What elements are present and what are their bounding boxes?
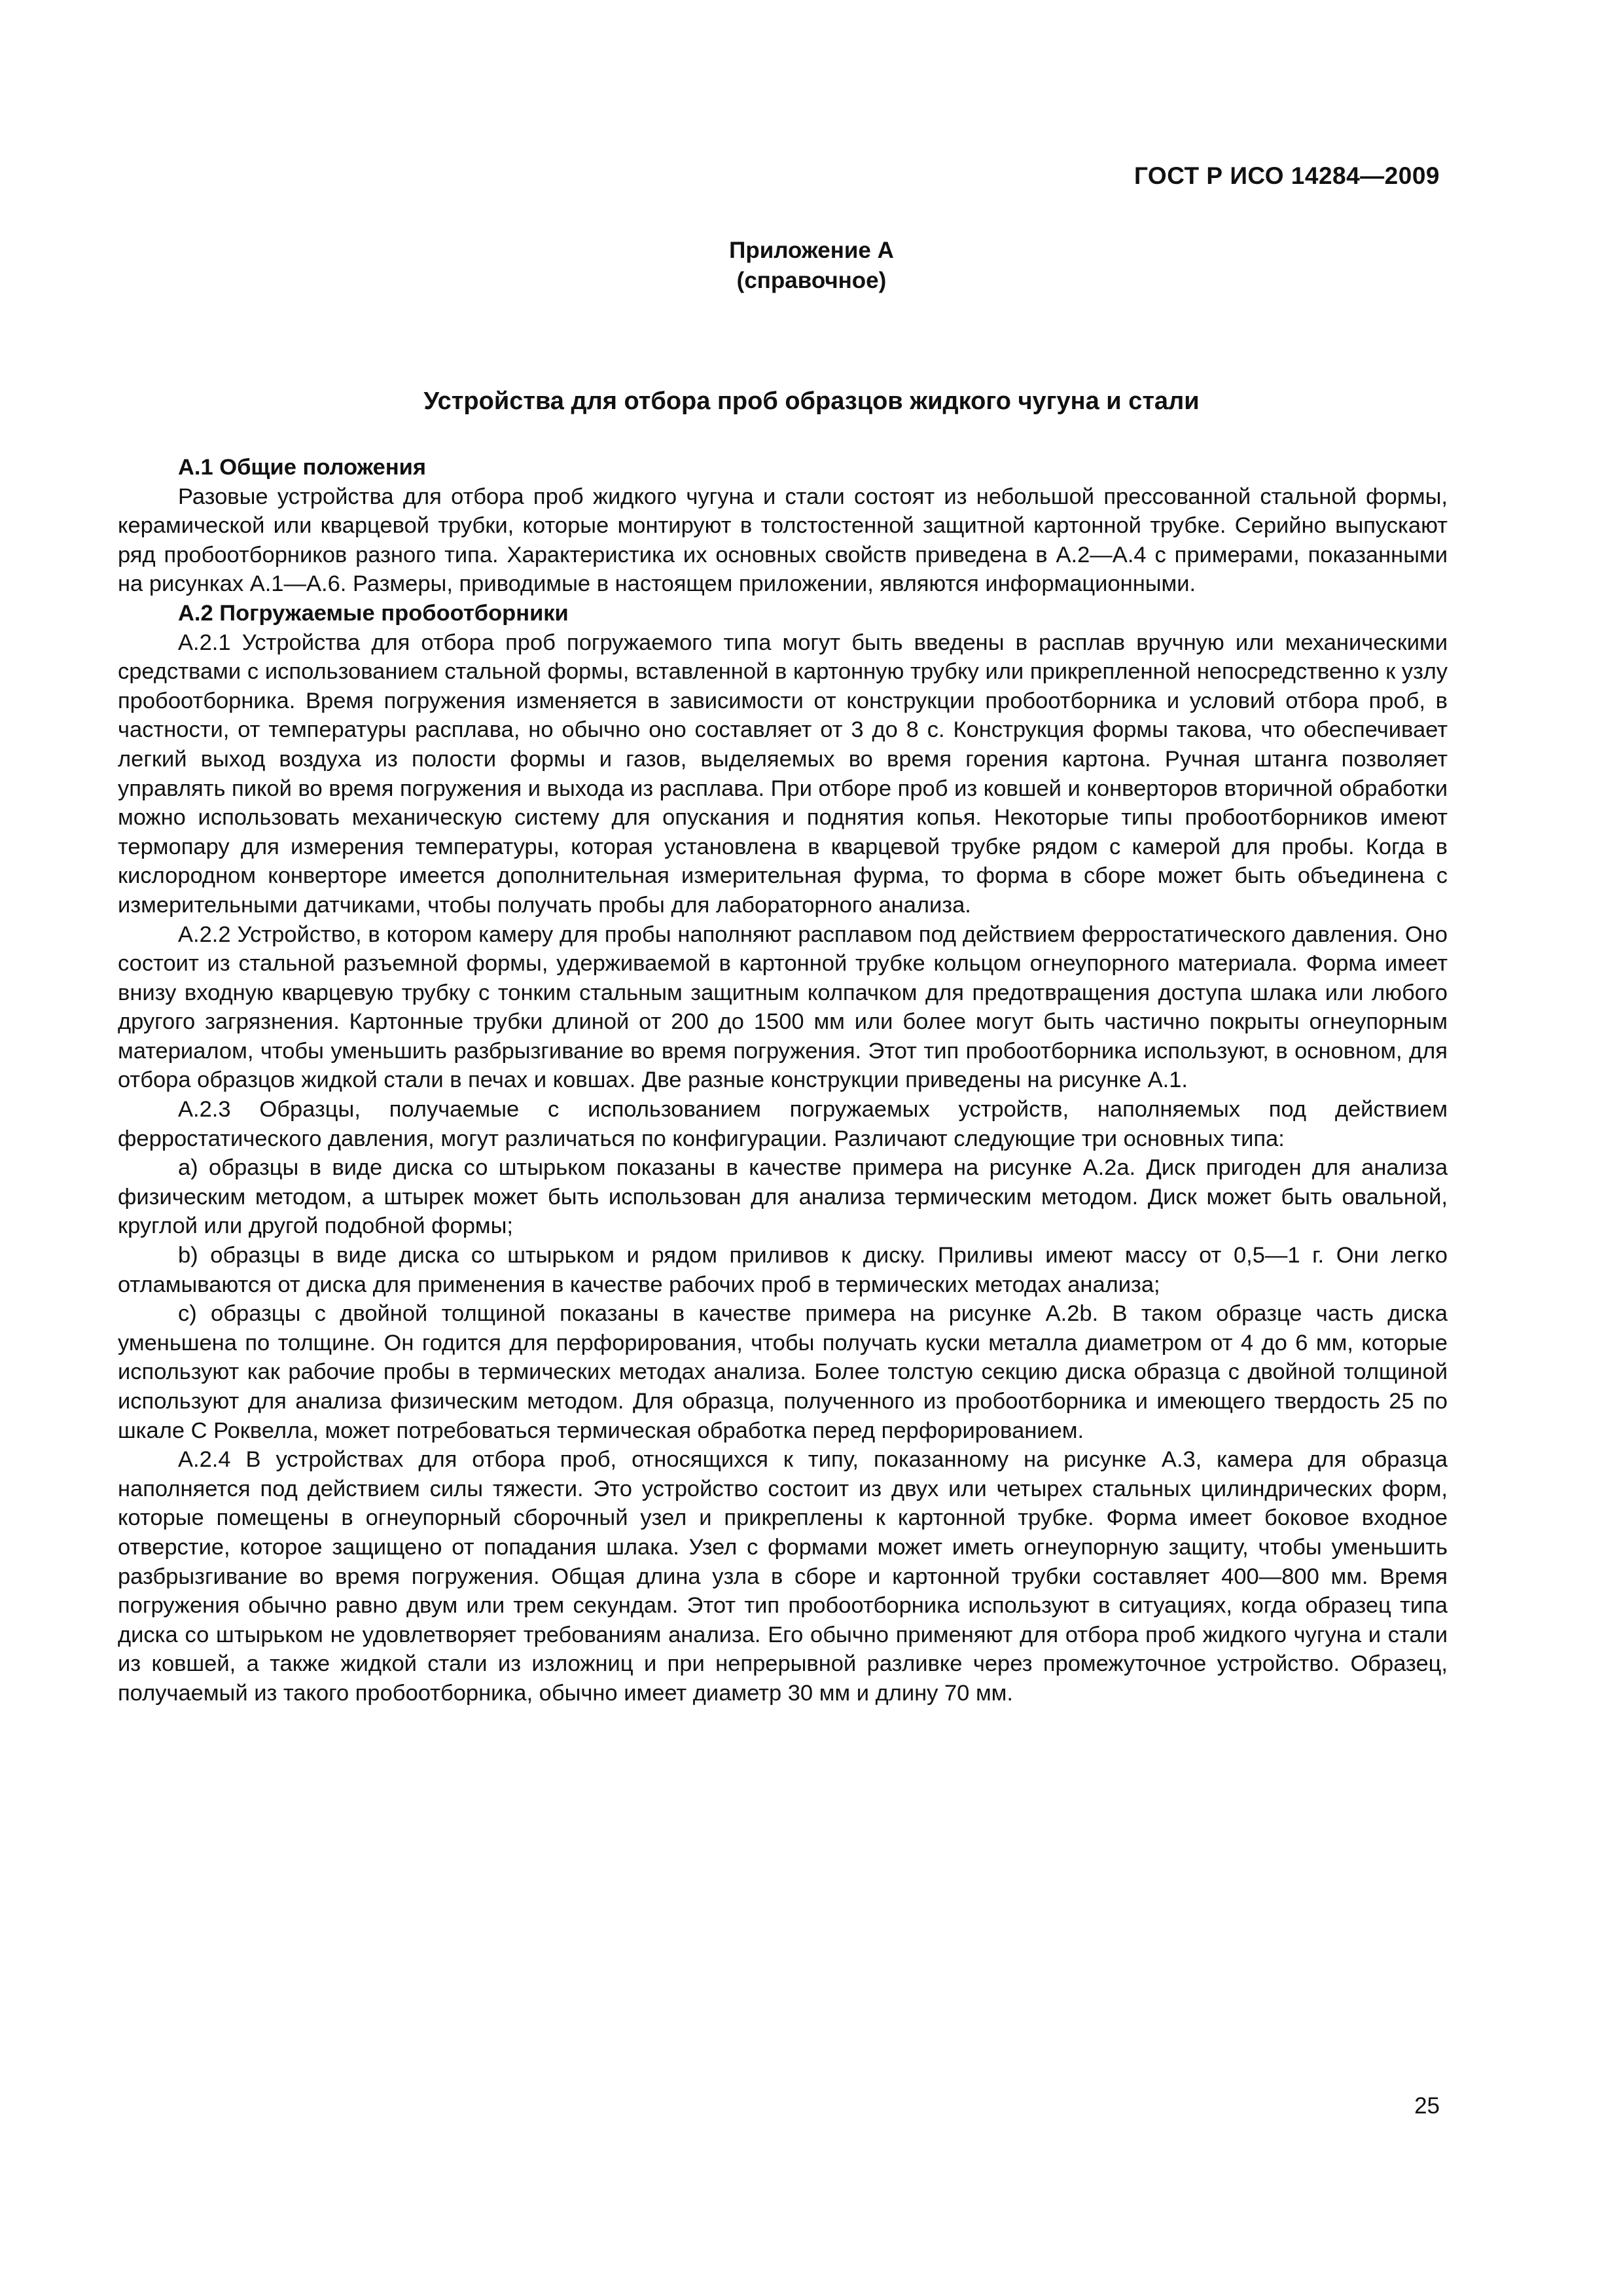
annex-kind: (справочное) <box>736 268 887 293</box>
standard-header: ГОСТ Р ИСО 14284—2009 <box>1133 162 1440 189</box>
paragraph-a2-1: А.2.1 Устройства для отбора проб погружаемого типа могут быть введены в расплав вручную или механическими средствами с использованием стальной формы, вставленной в картонную трубку или прикрепленной непосредственно к узлу пробоотборника. Время погружения изменяется в зависимости от конструкции пробоотборника и условий отбора проб, в частности, от температуры расплава, но обычно оно составляет от 3 до 8 с. Конструкция формы такова, что обеспечивает легкий выход воздуха из полости формы и газов, выделяемых во время горения картона. Ручная штанга позволяет управлять пикой во время погружения и выхода из расплава. При отборе проб из ковшей и конверторов вторичной обработки можно использовать механическую систему для опускания и поднятия копья. Некоторые типы пробоотборников имеют термопару для измерения температуры, которая установлена в кварцевой трубке рядом с камерой для пробы. Когда в кислородном конверторе имеется дополнительная измерительная фурма, то форма в сборе может быть объединена с измерительными датчиками, чтобы получать пробы для лабораторного анализа. <box>118 630 1448 918</box>
list-item-b: b) образцы в виде диска со штырьком и рядом приливов к диску. Приливы имеют массу от 0,5—1 г. Они легко отламываются от диска для применения в качестве рабочих проб в термических методах анализа; <box>118 1243 1448 1297</box>
annex-name: Приложение А <box>729 238 894 263</box>
annex-heading <box>0 236 1623 296</box>
paragraph-a2-4: А.2.4 В устройствах для отбора проб, относящихся к типу, показанному на рисунке А.3, камера для образца наполняется под действием силы тяжести. Это устройство состоит из двух или четырех стальных цилиндрических форм, которые помещены в огнеупорный сборочный узел и прикреплены к картонной трубке. Форма имеет боковое входное отверстие, которое защищено от попадания шлака. Узел с формами может иметь огнеупорную защиту, чтобы уменьшить разбрызгивание во время погружения. Общая длина узла в сборе и картонной трубки составляет 400—800 мм. Время погружения обычно равно двум или трем секундам. Этот тип пробоотборника используют в ситуациях, когда образец типа диска со штырьком не удовлетворяет требованиям анализа. Его обычно применяют для отбора проб жидкого чугуна и стали из ковшей, а также жидкой стали из изложниц и при непрерывной разливке через промежуточное устройство. Образец, получаемый из такого пробоотборника, обычно имеет диаметр 30 мм и длину 70 мм. <box>118 1447 1448 1706</box>
paragraph-a2-2: А.2.2 Устройство, в котором камеру для пробы наполняют расплавом под действием ферростатического давления. Оно состоит из стальной разъемной формы, удерживаемой в картонной трубке кольцом огнеупорного материала. Форма имеет внизу входную кварцевую трубку с тонким стальным защитным колпачком для предотвращения доступа шлака или любого другого загрязнения. Картонные трубки длиной от 200 до 1500 мм или более могут быть частично покрыты огнеупорным материалом, чтобы уменьшить разбрызгивание во время погружения. Этот тип пробоотборника используют, в основном, для отбора образцов жидкой стали в печах и ковшах. Две разные конструкции приведены на рисунке А.1. <box>118 922 1448 1093</box>
paragraph-a2-3: А.2.3 Образцы, получаемые с использованием погружаемых устройств, наполняемых под действием ферростатического давления, могут различаться по конфигурации. Различают следующие три основных типа: <box>118 1097 1448 1151</box>
paragraph-a1: Разовые устройства для отбора проб жидкого чугуна и стали состоят из небольшой прессованной стальной формы, керамической или кварцевой трубки, которые монтируют в толстостенной защитной картонной трубке. Серийно выпускают ряд пробоотборников разного типа. Характеристика их основных свойств приведена в А.2—А.4 с примерами, показанными на рисунках А.1—А.6. Размеры, приводимые в настоящем приложении, являются информационными. <box>118 484 1448 597</box>
list-item-c: c) образцы с двойной толщиной показаны в качестве примера на рисунке А.2b. В таком образце часть диска уменьшена по толщине. Он годится для перфорирования, чтобы получать куски металла диаметром от 4 до 6 мм, которые используют как рабочие пробы в термических методах анализа. Более толстую секцию диска образца с двойной толщиной используют для анализа физическим методом. Для образца, полученного из пробоотборника и имеющего твердость 25 по шкале С Роквелла, может потребоваться термическая обработка перед перфорированием. <box>118 1301 1448 1443</box>
page-number: 25 <box>1414 2093 1440 2119</box>
annex-title: Устройства для отбора проб образцов жидкого чугуна и стали <box>423 387 1200 415</box>
document-body <box>118 453 1448 1708</box>
list-item-a: а) образцы в виде диска со штырьком показаны в качестве примера на рисунке А.2а. Диск пригоден для анализа физическим методом, а штырек может быть использован для анализа термическим методом. Диск может быть овальной, круглой или другой подобной формы; <box>118 1155 1448 1239</box>
section-heading-a1: А.1 Общие положения <box>178 455 427 480</box>
section-heading-a2: А.2 Погружаемые пробоотборники <box>178 600 569 626</box>
